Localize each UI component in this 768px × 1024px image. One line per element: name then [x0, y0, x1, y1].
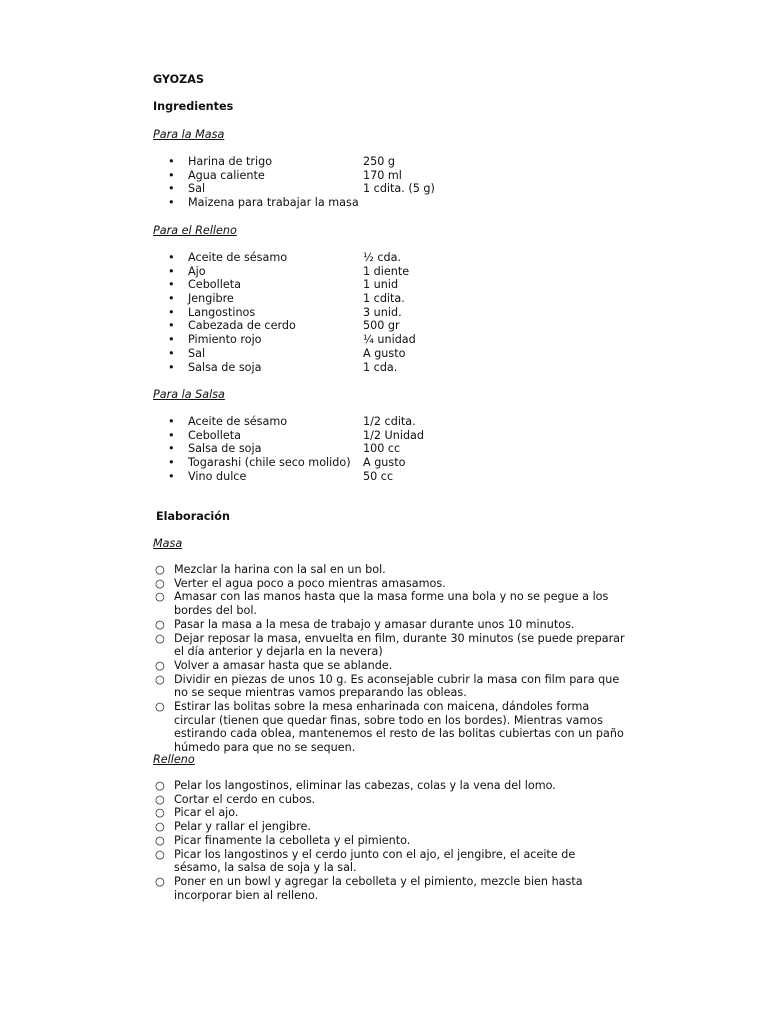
bullet-icon: •	[168, 415, 175, 428]
ingredients-heading: Ingredientes	[153, 100, 234, 113]
bullet-icon: •	[168, 278, 175, 292]
list-item: ○ Pasar la masa a la mesa de trabajo y amasar durante unos 10 minutos.	[155, 617, 575, 631]
bullet-icon: •	[168, 360, 175, 374]
circle-bullet-icon: ○	[155, 874, 165, 888]
bullet-icon: •	[168, 251, 175, 264]
list-item: ○ Pelar los langostinos, eliminar las cabezas, colas y la vena del lomo.	[155, 779, 556, 792]
masa-steps-subheading: Masa	[153, 537, 183, 550]
circle-bullet-icon: ○	[155, 792, 165, 806]
list-item: ○ Amasar con las manos hasta que la masa forme una bola y no se pegue a los bordes del bol.	[155, 590, 609, 618]
relleno-steps-subheading: Relleno	[153, 753, 195, 766]
circle-bullet-icon: ○	[155, 779, 165, 792]
circle-bullet-icon: ○	[155, 806, 165, 820]
circle-bullet-icon: ○	[155, 672, 165, 686]
bullet-icon: •	[168, 319, 175, 333]
bullet-icon: •	[168, 182, 175, 196]
list-item: ○ Mezclar la harina con la sal en un bol.	[155, 563, 386, 576]
circle-bullet-icon: ○	[155, 700, 165, 714]
list-item: ○ Picar el ajo.	[155, 806, 239, 820]
bullet-icon: •	[168, 264, 175, 278]
list-item: ○ Dejar reposar la masa, envuelta en film, durante 30 minutos (se puede preparar el día anterior y dejarla en la nevera)	[155, 631, 625, 659]
list-item: ○ Picar los langostinos y el cerdo junto con el ajo, el jengibre, el aceite de sésamo, la salsa de soja y la sal.	[155, 847, 576, 875]
list-item: ○ Volver a amasar hasta que se ablande.	[155, 658, 393, 672]
list-item: ○ Verter el agua poco a poco mientras amasamos.	[155, 576, 446, 590]
list-item: ○ Picar finamente la cebolleta y el pimiento.	[155, 833, 411, 847]
bullet-icon: •	[168, 196, 175, 210]
circle-bullet-icon: ○	[155, 576, 165, 590]
bullet-icon: •	[168, 456, 175, 470]
salsa-ingredients-subheading: Para la Salsa	[153, 388, 225, 401]
list-item: ○ Estirar las bolitas sobre la mesa enharinada con maicena, dándoles forma circular (tienen que quedar finas, sobre todo en los bordes). Mientras vamos estirando cada oblea, mantenemos el resto de las bolitas cubiertas con un paño húmedo para que no se sequen.	[155, 700, 624, 755]
bullet-icon: •	[168, 168, 175, 182]
circle-bullet-icon: ○	[155, 631, 165, 645]
bullet-icon: •	[168, 346, 175, 360]
bullet-icon: •	[168, 428, 175, 442]
bullet-icon: •	[168, 442, 175, 456]
list-item: ○ Dividir en piezas de unos 10 g. Es aconsejable cubrir la masa con film para que no se seque mientras vamos preparando las obleas.	[155, 672, 620, 700]
list-item: ○ Poner en un bowl y agregar la cebolleta y el pimiento, mezcle bien hasta incorporar bien al relleno.	[155, 874, 583, 902]
circle-bullet-icon: ○	[155, 563, 165, 576]
elaboracion-heading: Elaboración	[156, 510, 230, 523]
bullet-icon: •	[168, 469, 175, 483]
document-page: GYOZAS Ingredientes Para la Masa • Harina de trigo 250 g • Agua caliente 170 ml • Sal 1 cdita. (5 g) • Maizena para trabajar la masa Para el Relleno • Aceite de sésamo ½ cda. • Ajo 1 diente • Cebolleta 1 unid • Jengibre 1 cdita. • Langostinos 3 unid. • Cabezada de cerdo 500 gr • Pimiento rojo ¼ unidad • Sal A gusto • Salsa de soja 1 cda. Para la Salsa • Aceite de sésamo 1/2 cdita. • Cebolleta 1/2 Unidad • Salsa de soja 100 cc • Togarashi (chile seco molido) A gusto • Vino dulce 50 cc Elaboración Masa ○ Mezclar la harina con la sal en un bol. ○ Verter el agua poco a poco mientras amasamos. ○ Amasar con las manos hasta que la masa forme una bola y no se pegue a los bordes del bol. ○ Pasar la masa a la mesa de trabajo y amasar durante unos 10 minutos. ○ Dejar reposar la masa, envuelta en film, durante 30 minutos (se puede preparar el día anterior y dejarla en la nevera) ○ Volver a amasar hasta que se ablande. ○ Dividir en piezas de unos 10 g. Es aconsejable cubrir la masa con film para que no se seque mientras vamos preparando las obleas. ○ Estirar las bolitas sobre la mesa enharinada con maicena, dándoles forma circular (tienen que quedar finas, sobre todo en los bordes). Mientras vamos estirando cada oblea, mantenemos el resto de las bolitas cubiertas con un paño húmedo para que no se sequen. Relleno ○ Pelar los langostinos, eliminar las cabezas, colas y la vena del lomo. ○ Cortar el cerdo en cubos. ○ Picar el ajo. ○ Pelar y rallar el jengibre. ○ Picar finamente la cebolleta y el pimiento. ○ Picar los langostinos y el cerdo junto con el ajo, el jengibre, el aceite de sésamo, la salsa de soja y la sal. ○ Poner en un bowl y agregar la cebolleta y el pimiento, mezcle bien hasta incorporar bien al relleno.	[153, 73, 625, 902]
relleno-steps-list	[155, 779, 625, 902]
bullet-icon: •	[168, 292, 175, 306]
list-item: ○ Cortar el cerdo en cubos.	[155, 792, 316, 806]
bullet-icon: •	[168, 333, 175, 347]
bullet-icon: •	[168, 305, 175, 319]
relleno-ingredients-subheading: Para el Relleno	[153, 224, 237, 237]
masa-steps-list	[155, 563, 625, 755]
masa-ingredients-subheading: Para la Masa	[153, 128, 225, 141]
list-item: ○ Pelar y rallar el jengibre.	[155, 820, 311, 834]
circle-bullet-icon: ○	[155, 833, 165, 847]
circle-bullet-icon: ○	[155, 617, 165, 631]
bullet-icon: •	[168, 155, 175, 168]
circle-bullet-icon: ○	[155, 820, 165, 834]
recipe-title: GYOZAS	[153, 73, 204, 86]
circle-bullet-icon: ○	[155, 658, 165, 672]
circle-bullet-icon: ○	[155, 847, 165, 861]
circle-bullet-icon: ○	[155, 590, 165, 604]
